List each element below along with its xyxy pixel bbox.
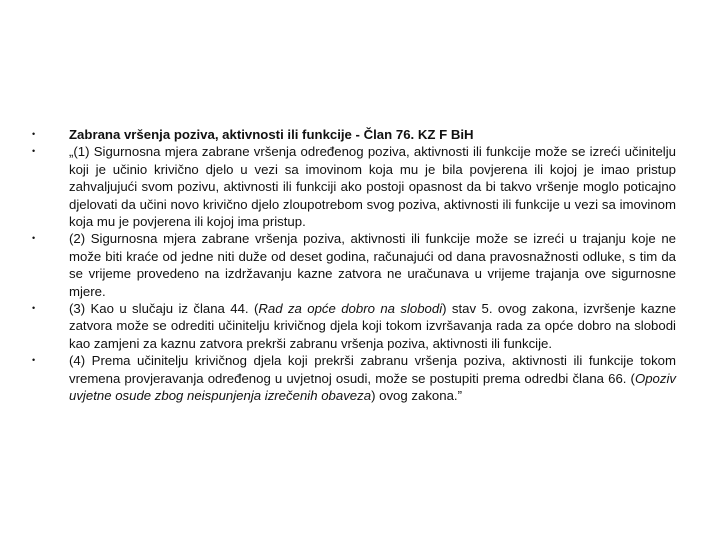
paragraph-3 xyxy=(69,300,676,352)
bullet-item-paragraph-3 xyxy=(30,300,676,352)
paragraph-3-text-end: ) stav 5. ovog zakona, izvršenje kazne zatvora može se odrediti učinitelju krivičnog djela koji tokom izvršavanja rada za opće dobro na slobodi kao zamjeni za kaznu zatvora prekrši zabranu vršenja poziva, aktivnosti ili funkcije. xyxy=(69,301,676,351)
bullet-list xyxy=(30,126,676,405)
bullet-dot-icon: • xyxy=(32,355,36,366)
bullet-dot-icon: • xyxy=(32,233,36,244)
bullet-item-title xyxy=(30,126,676,143)
bullet-item-paragraph-4 xyxy=(30,352,676,404)
paragraph-3-text-start: (3) Kao u slučaju iz člana 44. ( xyxy=(69,301,259,317)
bullet-item-paragraph-2 xyxy=(30,230,676,300)
paragraph-3-italic-reference: Rad za opće dobro na slobodi xyxy=(258,301,443,317)
paragraph-4-text-start: (4) Prema učinitelju krivičnog djela koji prekrši zabranu vršenja poziva, aktivnosti ili funkcije tokom vremena provjeravanja određenog u uvjetnoj osudi, može se postupiti prema odredbi člana 66. ( xyxy=(69,353,676,386)
paragraph-1 xyxy=(69,143,676,230)
paragraph-4-italic-reference: Opoziv uvjetne osude zbog neispunjenja izrečenih obaveza xyxy=(69,370,676,404)
paragraph-4 xyxy=(69,352,676,404)
bullet-item-paragraph-1 xyxy=(30,143,676,230)
bullet-dot-icon: • xyxy=(32,129,36,139)
paragraph-4-text-end: ) ovog zakona.” xyxy=(371,388,462,404)
paragraph-2 xyxy=(69,230,676,300)
bullet-dot-icon: • xyxy=(32,303,36,314)
paragraph-1-text: „(1) Sigurnosna mjera zabrane vršenja određenog poziva, aktivnosti ili funkcije može se izreći učinitelju koji je učinio krivično djelo u vezi sa imovinom koja mu je bila povjerena ili kojoj je imao pristup zahvaljujući svom pozivu, aktivnosti ili funkciji ako postoji opasnost da bi takvo vršenje moglo poticajno djelovati da učini novo krivično djelo zloupotrebom svog poziva, aktivnosti ili funkcije u vezi sa imovinom koja mu je povjerena ili kojoj ima pristup. xyxy=(69,144,676,230)
paragraph-2-text: (2) Sigurnosna mjera zabrane vršenja poziva, aktivnosti ili funkcije može se izreći u trajanju koje ne može biti kraće od jedne niti duže od deset godina, računajući od dana pravosnažnosti odluke, s tim da se vrijeme provedeno na izdržavanju kazne zatvora ne uračunava u vrijeme trajanja ove sigurnosne mjere. xyxy=(69,231,676,299)
bullet-dot-icon: • xyxy=(32,146,36,157)
slide-title: Zabrana vršenja poziva, aktivnosti ili funkcije - Član 76. KZ F BiH xyxy=(69,127,474,142)
